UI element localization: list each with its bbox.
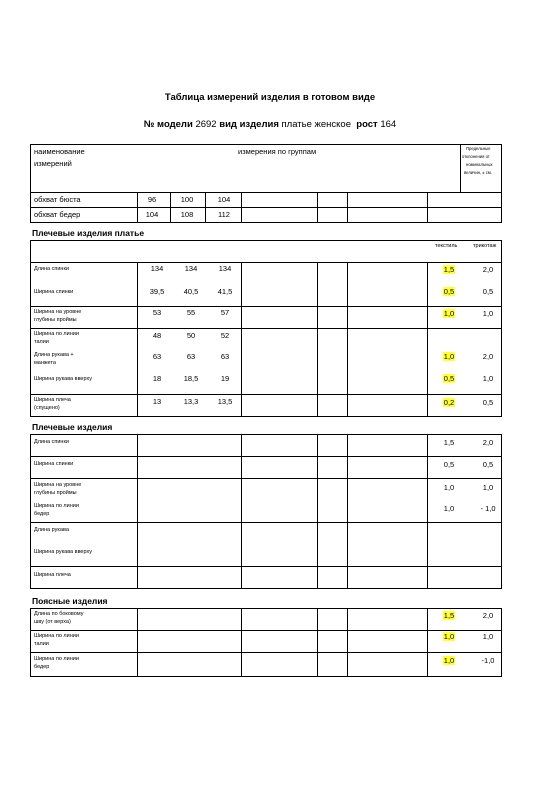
col-knit: трикотаж <box>473 243 497 249</box>
rule <box>427 434 428 588</box>
rule <box>241 608 242 676</box>
rule <box>347 434 348 588</box>
s1-row-knit: 1,0 <box>482 374 494 383</box>
rule <box>30 144 502 145</box>
rule <box>317 608 318 676</box>
header-limit-line2: отклонения от <box>462 154 490 159</box>
s2-row-label-2: глубины проймы <box>34 490 77 496</box>
s1-row-knit: 2,0 <box>482 352 494 361</box>
s2-row-knit: 1,0 <box>482 483 494 492</box>
model-value: 2692 <box>195 119 217 130</box>
s1-row-size-3: 63 <box>220 352 230 361</box>
page-title: Таблица измерений изделия в готовом виде <box>164 92 376 103</box>
rule <box>30 434 31 588</box>
s1-row-size-2: 55 <box>186 308 196 317</box>
s1-row-size-2: 134 <box>184 264 198 273</box>
s1-row-size-2: 18,5 <box>183 374 199 383</box>
s1-row-textile: 1,5 <box>443 265 455 274</box>
rule <box>30 240 502 241</box>
rule <box>205 192 206 222</box>
s1-row-label: Ширина спинки <box>34 289 74 295</box>
s1-row-knit: 1,0 <box>482 309 494 318</box>
rule <box>137 608 138 676</box>
s1-row-label: Ширина по линии <box>34 331 79 337</box>
s3-row-label-2: талии <box>34 641 49 647</box>
s1-row-textile: 0,5 <box>443 287 455 296</box>
hips-size-3: 112 <box>218 210 230 219</box>
rule <box>241 192 242 222</box>
rule <box>427 608 428 676</box>
rule <box>347 608 348 676</box>
section3-title: Поясные изделия <box>32 596 108 606</box>
bust-size-3: 104 <box>217 195 231 204</box>
s1-row-size-1: 134 <box>150 264 164 273</box>
hips-size-1: 104 <box>145 210 159 219</box>
s3-row-knit: -1,0 <box>481 656 495 665</box>
kind-value: платье женское <box>281 119 351 130</box>
bust-label: обхват бюста <box>34 195 81 204</box>
rule <box>347 192 348 222</box>
s1-row-label-2: талии <box>34 339 49 345</box>
header-groups: измерения по группам <box>238 147 317 156</box>
s2-row-textile: 1,0 <box>443 504 455 513</box>
s1-row-size-1: 63 <box>152 352 162 361</box>
rule <box>30 608 502 609</box>
s1-row-label-2: глубины проймы <box>34 317 77 323</box>
s1-row-size-1: 13 <box>152 397 162 406</box>
s1-row-size-3: 134 <box>218 264 232 273</box>
s1-row-size-1: 39,5 <box>149 287 165 296</box>
s1-row-knit: 2,0 <box>482 265 494 274</box>
s2-row-label: Ширина на уровне <box>34 482 82 488</box>
s1-row-label-2: (спущено) <box>34 405 60 411</box>
s1-row-knit: 0,5 <box>482 287 494 296</box>
s2-row-textile: 1,0 <box>443 483 455 492</box>
s1-row-size-1: 53 <box>152 308 162 317</box>
s3-row-knit: 2,0 <box>482 611 494 620</box>
height-value: 164 <box>380 119 397 130</box>
s3-row-label: Ширина по линии <box>34 633 79 639</box>
section2-title: Плечевые изделия <box>32 422 113 432</box>
rule <box>30 328 502 329</box>
s1-row-size-3: 52 <box>220 331 230 340</box>
s1-row-size-1: 48 <box>152 331 162 340</box>
rule <box>30 566 502 567</box>
hips-label: обхват бедер <box>34 210 81 219</box>
rule <box>30 416 502 417</box>
kind-label: вид изделия <box>219 119 279 130</box>
rule <box>30 434 502 435</box>
s1-row-size-2: 13,3 <box>183 397 199 406</box>
s3-row-textile: 1,5 <box>443 611 455 620</box>
rule <box>317 434 318 588</box>
rule <box>30 456 502 457</box>
s1-row-textile: 0,2 <box>443 398 455 407</box>
rule <box>30 222 502 223</box>
rule <box>30 144 31 192</box>
rule <box>30 240 31 416</box>
s1-row-size-2: 40,5 <box>183 287 199 296</box>
s3-row-label-2: бедер <box>34 664 50 670</box>
header-name-line2: измерений <box>34 159 72 168</box>
s1-row-size-3: 13,5 <box>217 397 233 406</box>
rule <box>30 652 502 653</box>
s2-row-label: Ширина по линии <box>34 503 79 509</box>
rule <box>137 262 138 416</box>
s1-row-size-2: 50 <box>186 331 196 340</box>
rule <box>501 192 502 222</box>
rule <box>30 630 502 631</box>
rule <box>427 192 428 222</box>
section1-title: Плечевые изделия платье <box>32 228 145 238</box>
rule <box>30 192 31 222</box>
rule <box>501 144 502 192</box>
height-label: рост <box>356 119 378 130</box>
header-limit-line1: Предельные <box>466 146 491 151</box>
s1-row-knit: 0,5 <box>482 398 494 407</box>
rule <box>427 262 428 416</box>
s1-row-size-2: 63 <box>186 352 196 361</box>
s1-row-size-1: 18 <box>152 374 162 383</box>
s2-row-label: Ширина спинки <box>34 461 74 467</box>
rule <box>30 478 502 479</box>
rule <box>30 306 502 307</box>
rule <box>347 262 348 416</box>
rule <box>30 262 502 263</box>
s2-row-label: Ширина рукава вверху <box>34 549 92 555</box>
s2-row-knit: 0,5 <box>482 460 494 469</box>
rule <box>30 588 502 589</box>
s2-row-label: Ширина плеча <box>34 572 71 578</box>
s3-row-label: Ширина по линии <box>34 656 79 662</box>
s1-row-label: Ширина плеча <box>34 397 71 403</box>
s1-row-label: Длина рукава + <box>34 352 74 358</box>
rule <box>137 434 138 588</box>
s3-row-label-2: шву (от верха) <box>34 619 71 625</box>
rule <box>30 394 502 395</box>
s2-row-textile: 0,5 <box>443 460 455 469</box>
s2-row-knit: 2,0 <box>482 438 494 447</box>
s1-row-size-3: 57 <box>220 308 230 317</box>
s1-row-textile: 1,0 <box>443 309 455 318</box>
rule <box>317 192 318 222</box>
rule <box>30 522 502 523</box>
s2-row-label-2: бедер <box>34 511 50 517</box>
rule <box>460 144 461 192</box>
s1-row-label: Ширина на уровне <box>34 309 82 315</box>
s1-row-textile: 0,5 <box>443 374 455 383</box>
s3-row-textile: 1,0 <box>443 632 455 641</box>
s2-row-textile: 1,5 <box>443 438 455 447</box>
rule <box>30 192 502 193</box>
rule <box>241 434 242 588</box>
s3-row-label: Длина по боковому <box>34 611 84 617</box>
col-textile: текстиль <box>435 243 458 249</box>
bust-size-2: 100 <box>180 195 194 204</box>
s1-row-textile: 1,0 <box>443 352 455 361</box>
header-limit-line4: величин, ± см. <box>464 170 492 175</box>
s1-row-size-3: 41,5 <box>217 287 233 296</box>
model-line <box>0 119 540 130</box>
s1-row-label: Длина спинки <box>34 266 69 272</box>
header-limit-line3: номинальных <box>466 162 493 167</box>
rule <box>317 262 318 416</box>
s2-row-label: Длина спинки <box>34 439 69 445</box>
s1-row-size-3: 19 <box>220 374 230 383</box>
rule <box>30 676 502 677</box>
rule <box>30 207 502 208</box>
s3-row-textile: 1,0 <box>443 656 455 665</box>
s2-row-label: Длина рукава <box>34 527 69 533</box>
model-label: № модели <box>143 119 193 130</box>
s2-row-knit: - 1,0 <box>480 504 496 513</box>
s3-row-knit: 1,0 <box>482 632 494 641</box>
rule <box>30 608 31 676</box>
bust-size-1: 96 <box>147 195 157 204</box>
s1-row-label-2: манжета <box>34 360 56 366</box>
s1-row-label: Ширина рукава вверху <box>34 376 92 382</box>
hips-size-2: 108 <box>180 210 194 219</box>
header-name-line1: наименование <box>34 147 85 156</box>
